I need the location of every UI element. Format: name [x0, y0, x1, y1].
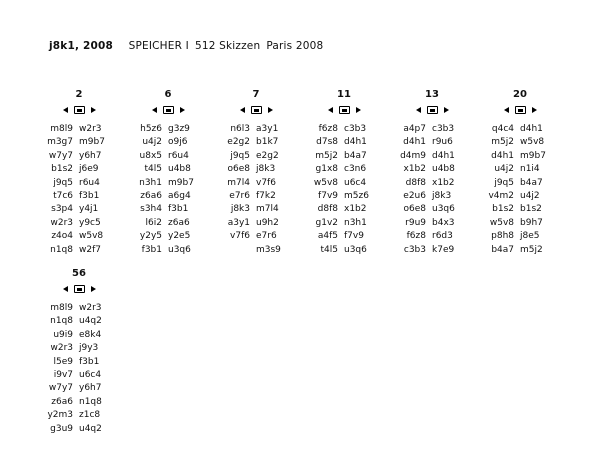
move-first[interactable]: m8l9: [50, 124, 73, 134]
move-first[interactable]: c3b3: [403, 244, 426, 255]
game-nav: [308, 103, 380, 117]
arrow-left-icon[interactable]: [63, 286, 68, 292]
move-first[interactable]: d7s8: [316, 137, 338, 148]
move-first[interactable]: j8k3: [230, 204, 250, 215]
game-number: 13: [425, 89, 439, 100]
board-icon[interactable]: [74, 285, 85, 293]
move-first[interactable]: t4l5: [144, 164, 162, 175]
move-list: [132, 123, 204, 257]
move-first[interactable]: z6a6: [140, 191, 162, 202]
move-first[interactable]: o6e8: [403, 204, 426, 215]
move-second[interactable]: w5v8: [520, 137, 545, 148]
move-first[interactable]: f6z8: [318, 124, 338, 134]
arrow-right-icon[interactable]: [268, 107, 273, 113]
move-second[interactable]: u4b8: [168, 164, 191, 175]
arrow-right-icon[interactable]: [532, 107, 537, 113]
game-nav: [396, 103, 468, 117]
move-second[interactable]: a3y1: [256, 124, 279, 134]
arrow-right-icon[interactable]: [356, 107, 361, 113]
arrow-left-icon[interactable]: [328, 107, 333, 113]
move-first[interactable]: e2u6: [403, 191, 426, 202]
move-second[interactable]: m9b7: [79, 137, 105, 148]
move-second[interactable]: u4q2: [79, 316, 102, 327]
move-first[interactable]: x1b2: [403, 164, 426, 175]
game-nav: [220, 103, 292, 117]
game-nav: [43, 103, 115, 117]
move-list: [484, 123, 556, 257]
move-first[interactable]: m7l4: [227, 177, 250, 188]
move-first[interactable]: o6e8: [227, 164, 250, 175]
game-block: [308, 89, 380, 257]
game-nav: [484, 103, 556, 117]
move-second[interactable]: f7k2: [256, 191, 276, 202]
move-first[interactable]: b4a7: [491, 244, 514, 255]
move-first[interactable]: d4h1: [403, 137, 426, 148]
move-first[interactable]: w2r3: [50, 343, 73, 354]
arrow-left-icon[interactable]: [63, 107, 68, 113]
move-second[interactable]: j8k3: [256, 164, 276, 175]
move-second[interactable]: z6a6: [168, 217, 190, 228]
arrow-left-icon[interactable]: [416, 107, 421, 113]
move-second[interactable]: u6c4: [344, 177, 367, 188]
move-first[interactable]: f3b1: [141, 244, 162, 255]
move-first[interactable]: g1v2: [315, 217, 338, 228]
move-first[interactable]: w5v8: [489, 217, 514, 228]
move-second[interactable]: w2f7: [79, 244, 101, 255]
move-second[interactable]: u4b8: [432, 164, 455, 175]
move-second[interactable]: e2g2: [256, 150, 279, 161]
move-first[interactable]: t7c6: [53, 191, 73, 202]
move-second[interactable]: u3q6: [168, 244, 191, 255]
move-first[interactable]: l5e9: [53, 356, 73, 367]
move-second[interactable]: n1i4: [520, 164, 540, 175]
move-second[interactable]: m5j2: [520, 244, 543, 255]
move-first[interactable]: d8f8: [317, 204, 338, 215]
move-second[interactable]: j8e5: [520, 231, 540, 242]
move-list: [43, 123, 115, 257]
game-block: [396, 89, 468, 257]
move-first[interactable]: w7y7: [48, 383, 73, 394]
move-second[interactable]: y6h7: [79, 383, 102, 394]
move-second[interactable]: e7r6: [256, 231, 277, 242]
move-second[interactable]: u3q6: [344, 244, 367, 255]
move-first[interactable]: d4h1: [491, 150, 514, 161]
move-first[interactable]: n6l3: [230, 124, 250, 134]
place-year: Paris 2008: [266, 40, 324, 52]
game-number: 7: [252, 89, 260, 100]
move-second[interactable]: f7v9: [344, 231, 364, 242]
move-second[interactable]: y9c5: [79, 217, 101, 228]
move-second[interactable]: j8k3: [432, 191, 452, 202]
game-number: 11: [337, 89, 351, 100]
move-first[interactable]: n3h1: [139, 177, 162, 188]
move-second[interactable]: d4h1: [344, 137, 367, 148]
move-first[interactable]: e2g2: [227, 137, 250, 148]
move-second[interactable]: w2r3: [79, 303, 102, 313]
move-second[interactable]: v7f6: [256, 177, 276, 188]
board-icon[interactable]: [515, 106, 526, 114]
move-first[interactable]: r9u9: [405, 217, 426, 228]
board-icon[interactable]: [427, 106, 438, 114]
move-second[interactable]: x1b2: [432, 177, 455, 188]
move-first[interactable]: u4j2: [494, 164, 514, 175]
move-first[interactable]: n1q8: [50, 316, 73, 327]
move-second[interactable]: m5z6: [344, 191, 369, 202]
move-first[interactable]: v4m2: [488, 191, 514, 202]
arrow-left-icon[interactable]: [152, 107, 157, 113]
game-block: [220, 89, 292, 257]
move-first[interactable]: n1q8: [50, 244, 73, 255]
move-first[interactable]: b1s2: [492, 204, 514, 215]
move-second[interactable]: b1k7: [256, 137, 279, 148]
game-number: 20: [513, 89, 527, 100]
move-first[interactable]: a4f5: [317, 231, 338, 242]
move-second[interactable]: n1q8: [79, 396, 102, 407]
move-second[interactable]: x1b2: [344, 204, 367, 215]
move-first[interactable]: a3y1: [227, 217, 250, 228]
game-number: 6: [164, 89, 172, 100]
board-icon[interactable]: [74, 106, 85, 114]
move-second[interactable]: y2e5: [168, 231, 191, 242]
move-second[interactable]: j6e9: [79, 164, 99, 175]
move-list: [308, 123, 380, 257]
move-second[interactable]: r6d3: [432, 231, 453, 242]
move-second[interactable]: f3b1: [79, 356, 100, 367]
move-first[interactable]: u9i9: [53, 329, 73, 340]
move-second[interactable]: m9b7: [168, 177, 194, 188]
move-second[interactable]: o9j6: [168, 137, 188, 148]
move-first[interactable]: q4c4: [491, 124, 514, 134]
move-second[interactable]: a6g4: [168, 191, 191, 202]
move-second[interactable]: k7e9: [432, 244, 455, 255]
move-first[interactable]: w7y7: [48, 150, 73, 161]
board-icon[interactable]: [251, 106, 262, 114]
move-first[interactable]: i9v7: [53, 370, 73, 381]
move-second[interactable]: d4h1: [432, 150, 455, 161]
move-first[interactable]: f7v9: [318, 191, 338, 202]
move-second[interactable]: g3z9: [168, 124, 190, 134]
move-second[interactable]: y4j1: [79, 204, 99, 215]
move-first[interactable]: w5v8: [313, 177, 338, 188]
move-second[interactable]: u6c4: [79, 370, 102, 381]
series-title: SPEICHER I: [128, 40, 189, 52]
arrow-right-icon[interactable]: [91, 107, 96, 113]
move-first[interactable]: z4o4: [51, 231, 73, 242]
move-second[interactable]: e8k4: [79, 329, 102, 340]
move-second[interactable]: y6h7: [79, 150, 102, 161]
move-list: [43, 302, 115, 436]
move-first[interactable]: y2m3: [47, 410, 73, 421]
game-nav: [132, 103, 204, 117]
move-second[interactable]: z1c8: [79, 410, 101, 421]
move-second[interactable]: m9b7: [520, 150, 546, 161]
move-second[interactable]: m3s9: [256, 244, 281, 255]
move-first[interactable]: m3g7: [47, 137, 73, 148]
move-first[interactable]: y2y5: [139, 231, 162, 242]
move-second[interactable]: u3q6: [432, 204, 455, 215]
game-nav: [43, 282, 115, 296]
move-second[interactable]: b1s2: [520, 204, 542, 215]
move-second[interactable]: d4h1: [520, 124, 543, 134]
move-first[interactable]: s3h4: [140, 204, 162, 215]
move-first[interactable]: w2r3: [50, 217, 73, 228]
arrow-left-icon[interactable]: [504, 107, 509, 113]
move-second[interactable]: u9h2: [256, 217, 279, 228]
subtitle: 512 Skizzen: [194, 40, 261, 52]
move-second[interactable]: c3b3: [432, 124, 455, 134]
move-second[interactable]: w2r3: [79, 124, 102, 134]
move-first[interactable]: a4p7: [403, 124, 426, 134]
move-first[interactable]: e7r6: [229, 191, 250, 202]
move-first[interactable]: b1s2: [51, 164, 73, 175]
move-first[interactable]: j9q5: [494, 177, 514, 188]
game-block: [43, 89, 115, 257]
move-first[interactable]: p8h8: [491, 231, 514, 242]
move-first[interactable]: u8x5: [139, 150, 162, 161]
move-first[interactable]: j9q5: [53, 177, 73, 188]
arrow-right-icon[interactable]: [444, 107, 449, 113]
move-first[interactable]: m5j2: [315, 150, 338, 161]
move-second[interactable]: b4a7: [520, 177, 543, 188]
page-header: [49, 40, 323, 52]
arrow-right-icon[interactable]: [91, 286, 96, 292]
move-second[interactable]: u4j2: [520, 191, 540, 202]
brand-title: j8k1, 2008: [49, 40, 114, 52]
move-second[interactable]: r6u4: [168, 150, 189, 161]
move-second[interactable]: m7l4: [256, 204, 279, 215]
move-first[interactable]: [220, 244, 250, 257]
move-first[interactable]: f6z8: [406, 231, 426, 242]
move-second[interactable]: b9h7: [520, 217, 543, 228]
move-second[interactable]: c3n6: [344, 164, 367, 175]
arrow-left-icon[interactable]: [240, 107, 245, 113]
game-number: 2: [75, 89, 83, 100]
move-first[interactable]: z6a6: [51, 396, 73, 407]
arrow-right-icon[interactable]: [180, 107, 185, 113]
move-second[interactable]: f3b1: [79, 191, 100, 202]
move-second[interactable]: f3b1: [168, 204, 189, 215]
move-second[interactable]: n3h1: [344, 217, 367, 228]
move-second[interactable]: b4x3: [432, 217, 455, 228]
move-first[interactable]: t4l5: [320, 244, 338, 255]
game-block: [43, 268, 115, 436]
move-first[interactable]: u4j2: [142, 137, 162, 148]
move-first[interactable]: m8l9: [50, 303, 73, 313]
move-second[interactable]: w5v8: [79, 231, 104, 242]
move-first[interactable]: s3p4: [51, 204, 73, 215]
game-number: 56: [72, 268, 86, 279]
move-second[interactable]: r6u4: [79, 177, 100, 188]
game-block: [484, 89, 556, 257]
move-second[interactable]: b4a7: [344, 150, 367, 161]
move-first[interactable]: d8f8: [405, 177, 426, 188]
move-first[interactable]: v7f6: [230, 231, 250, 242]
move-first[interactable]: g1x8: [315, 164, 338, 175]
move-first[interactable]: l6i2: [145, 217, 162, 228]
board-icon[interactable]: [339, 106, 350, 114]
move-second[interactable]: u4q2: [79, 423, 102, 434]
move-second[interactable]: j9y3: [79, 343, 99, 354]
move-first[interactable]: h5z6: [140, 124, 162, 134]
game-block: [132, 89, 204, 257]
move-list: [220, 123, 292, 257]
move-first[interactable]: d4m9: [400, 150, 426, 161]
move-first[interactable]: m5j2: [491, 137, 514, 148]
move-first[interactable]: g3u9: [50, 423, 73, 434]
move-second[interactable]: c3b3: [344, 124, 367, 134]
move-second[interactable]: r9u6: [432, 137, 453, 148]
move-first[interactable]: j9q5: [230, 150, 250, 161]
board-icon[interactable]: [163, 106, 174, 114]
move-list: [396, 123, 468, 257]
